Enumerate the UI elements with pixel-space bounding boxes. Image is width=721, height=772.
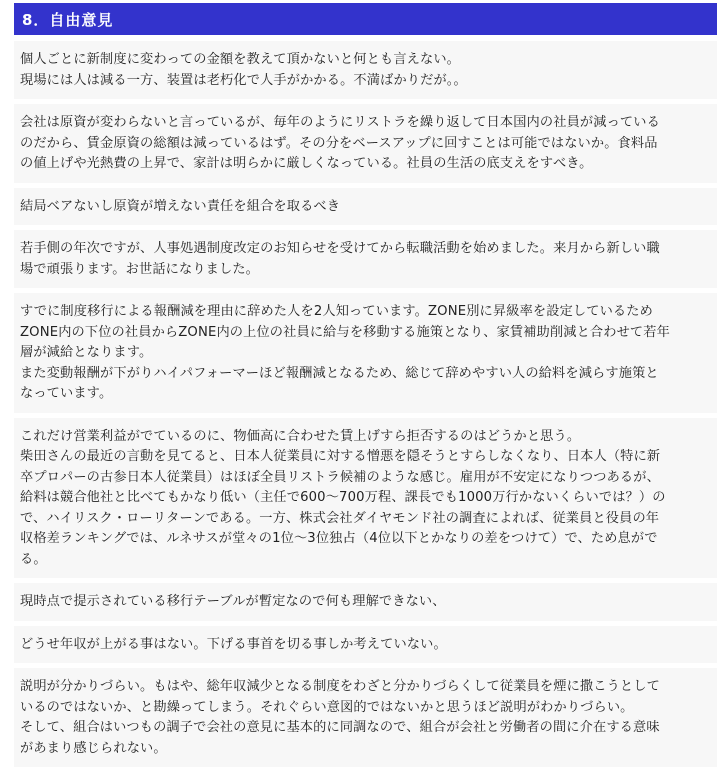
comment-text-line: があまり感じられない。 [20, 740, 167, 756]
comment-text-line: で、ハイリスク・ローリターンである。一方、株式会社ダイヤモンド社の調査によれば、従業員と役員の年 [20, 510, 660, 526]
comment-text-line: 会社は原資が変わらないと言っているが、毎年のようにリストラを繰り返して日本国内の社員が減っている [20, 115, 660, 130]
comment-text-line: 個人ごとに新制度に変わっての金額を教えて頂かないと何とも言えない。 [20, 52, 461, 67]
comment-item [14, 293, 717, 413]
comment-text-line: 結局ベアないし原資が増えない責任を組合を取るべき [20, 198, 341, 214]
comment-item [14, 418, 717, 579]
comment-item [14, 188, 717, 226]
comment-text-line: ZONE内の下位の社員からZONE内の上位の社員に給与を移動する施策となり、家賃補助削減と合わせて若年 [20, 324, 670, 340]
comment-text-line: 若手側の年次ですが、人事処遇制度改定のお知らせを受けてから転職活動を始めました。来月から新しい職 [20, 241, 660, 256]
comment-text-line: 卒プロパーの古参日本人従業員）はほぼ全員リストラ候補のような感じ。雇用が不安定になりつつあるが、 [20, 469, 660, 485]
comment-text-line: 収格差ランキングでは、ルネサスが堂々の1位～3位独占（4位以下とかなりの差をつけて）で、ため息がで [20, 531, 658, 546]
comment-text-line: いるのではないか、と勘繰ってしまう。それぐらい意図的ではないかと思うほど説明がわかりづらい。 [20, 699, 634, 715]
comment-text-line: どうせ年収が上がる事はない。下げる事首を切る事しか考えていない。 [20, 636, 447, 652]
comment-item [14, 668, 717, 767]
comment-text-line: そして、組合はいつもの調子で会社の意見に基本的に同調なので、組合が会社と労働者の間に介在する意味 [20, 720, 660, 735]
comment-text-line: 説明が分かりづらい。もはや、総年収減少となる制度をわざと分かりづらくして従業員を煙に撒こうとして [20, 679, 660, 694]
comment-item [14, 104, 717, 183]
comment-text-line: これだけ営業利益がでているのに、物価高に合わせた賃上げすら拒否するのはどうかと思う。 [20, 428, 581, 444]
comment-list [14, 41, 717, 772]
comment-text-line: 現場には人は減る一方、装置は老朽化で人手がかかる。不満ばかりだが。。 [20, 72, 467, 88]
section-header [14, 3, 717, 35]
comment-text-line: なっています。 [20, 386, 113, 401]
comment-text-line: また変動報酬が下がりハイパフォーマーほど報酬減となるため、総じて辞めやすい人の給料を減らす施策と [20, 365, 659, 381]
section-title: 8．自由意見 [22, 10, 114, 29]
comment-item [14, 41, 717, 99]
comment-text-line: のだから、賃金原資の総額は減っているはず。その分をベースアップに回すことは可能ではないか。食料品 [20, 135, 658, 151]
comment-text-line: 現時点で提示されている移行テーブルが暫定なので何も理解できない、 [20, 594, 446, 609]
comment-text-line: の値上げや光熱費の上昇で、家計は明らかに厳しくなっている。社員の生活の底支えをすべき。 [20, 156, 593, 171]
comment-item [14, 583, 717, 621]
comment-text-line: 層が減給となります。 [20, 345, 153, 360]
comment-item [14, 626, 717, 664]
comment-text-line: る。 [20, 551, 47, 567]
comment-text-line: 場で頑張ります。お世話になりました。 [20, 261, 260, 277]
comment-text-line: すでに制度移行による報酬減を理由に辞めた人を2人知っています。ZONE別に昇級率を設定しているため [20, 304, 653, 319]
comment-item [14, 230, 717, 288]
comment-text-line: 柴田さんの最近の言動を見てると、日本人従業員に対する憎悪を隠そうとすらしなくなり、日本人（特に新 [20, 449, 661, 464]
comment-text-line: 給料は競合他社と比べてもかなり低い（主任で600～700万程、課長でも1000万行かないくらいでは？）の [20, 490, 666, 505]
